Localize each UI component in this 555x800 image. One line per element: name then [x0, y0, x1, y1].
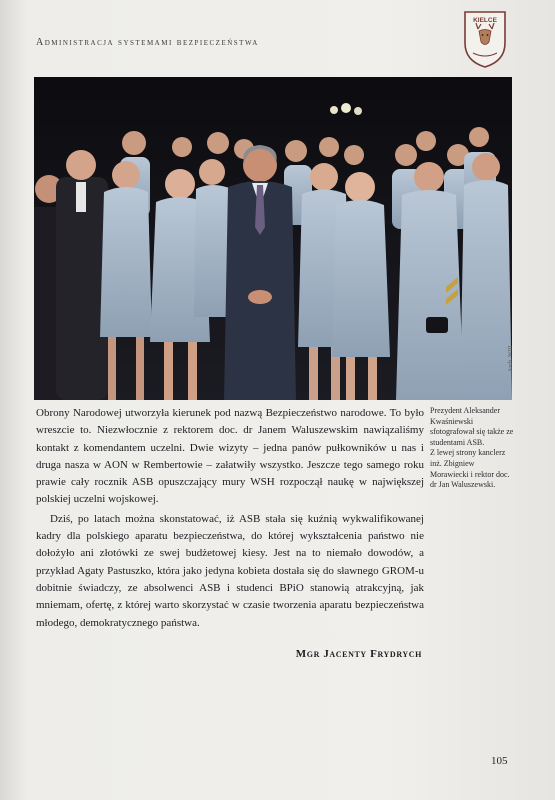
- photo-caption: [430, 406, 514, 491]
- caption-line: Z lewej strony kanclerz inż. Zbigniew Morawiecki i rektor doc. dr Jan Waluszewski.: [430, 448, 510, 490]
- kielce-coat-of-arms-deer-icon: [462, 9, 508, 69]
- running-head: Administracja systemami bezpieczeństwa: [36, 37, 259, 48]
- page-number: 105: [491, 755, 508, 767]
- photo-credit: Arch. WIII: [508, 345, 514, 372]
- group-photo-icon: [34, 77, 512, 400]
- group-photo: [34, 77, 512, 400]
- article-body: [36, 405, 424, 632]
- caption-line: Prezydent Aleksander Kwaśniewski sfotografował się także ze studentami ASB.: [430, 406, 514, 447]
- emblem-label: KIELCE: [473, 17, 497, 24]
- paragraph: Obrony Narodowej utworzyła kierunek pod nazwą Bezpieczeństwo narodowe. To było wreszcie to. Niezwłocznie z rektorem doc. dr Janem Waluszewskim nawiązaliśmy kontakt z komendantem uczelni. Dwie wizyty – jedna panów pułkowników u nas i druga nasza w AON w Rembertowie – załatwiły wszystko. Jeszcze tego samego roku prawie cały rocznik ASB opuszczający mury WSH rozpoczął naukę w największej polskiej uczelni wojskowej.: [36, 407, 424, 506]
- paragraph: Dziś, po latach można skonstatować, iż ASB stała się kuźnią wykwalifikowanej kadry dla polskiego aparatu bezpieczeństwa, do której wykształcenia państwo nie dołożyło ani złotówki ze swej budżetowej kiesy. Jest na to niemało dowodów, a przykład Agaty Pastuszko, która jako jedyna kobieta dostała się do sławnego GROM-u dobitnie świadczy, ze absolwenci ASB i studenci BPiO stanowią atrakcyjną, jak mniemam, ofertę, z której warto skorzystać w czasie tworzenia aparatu bezpieczeństwa młodego, demokratycznego państwa.: [36, 512, 424, 629]
- author-signature: Mgr Jacenty Frydrych: [295, 648, 422, 660]
